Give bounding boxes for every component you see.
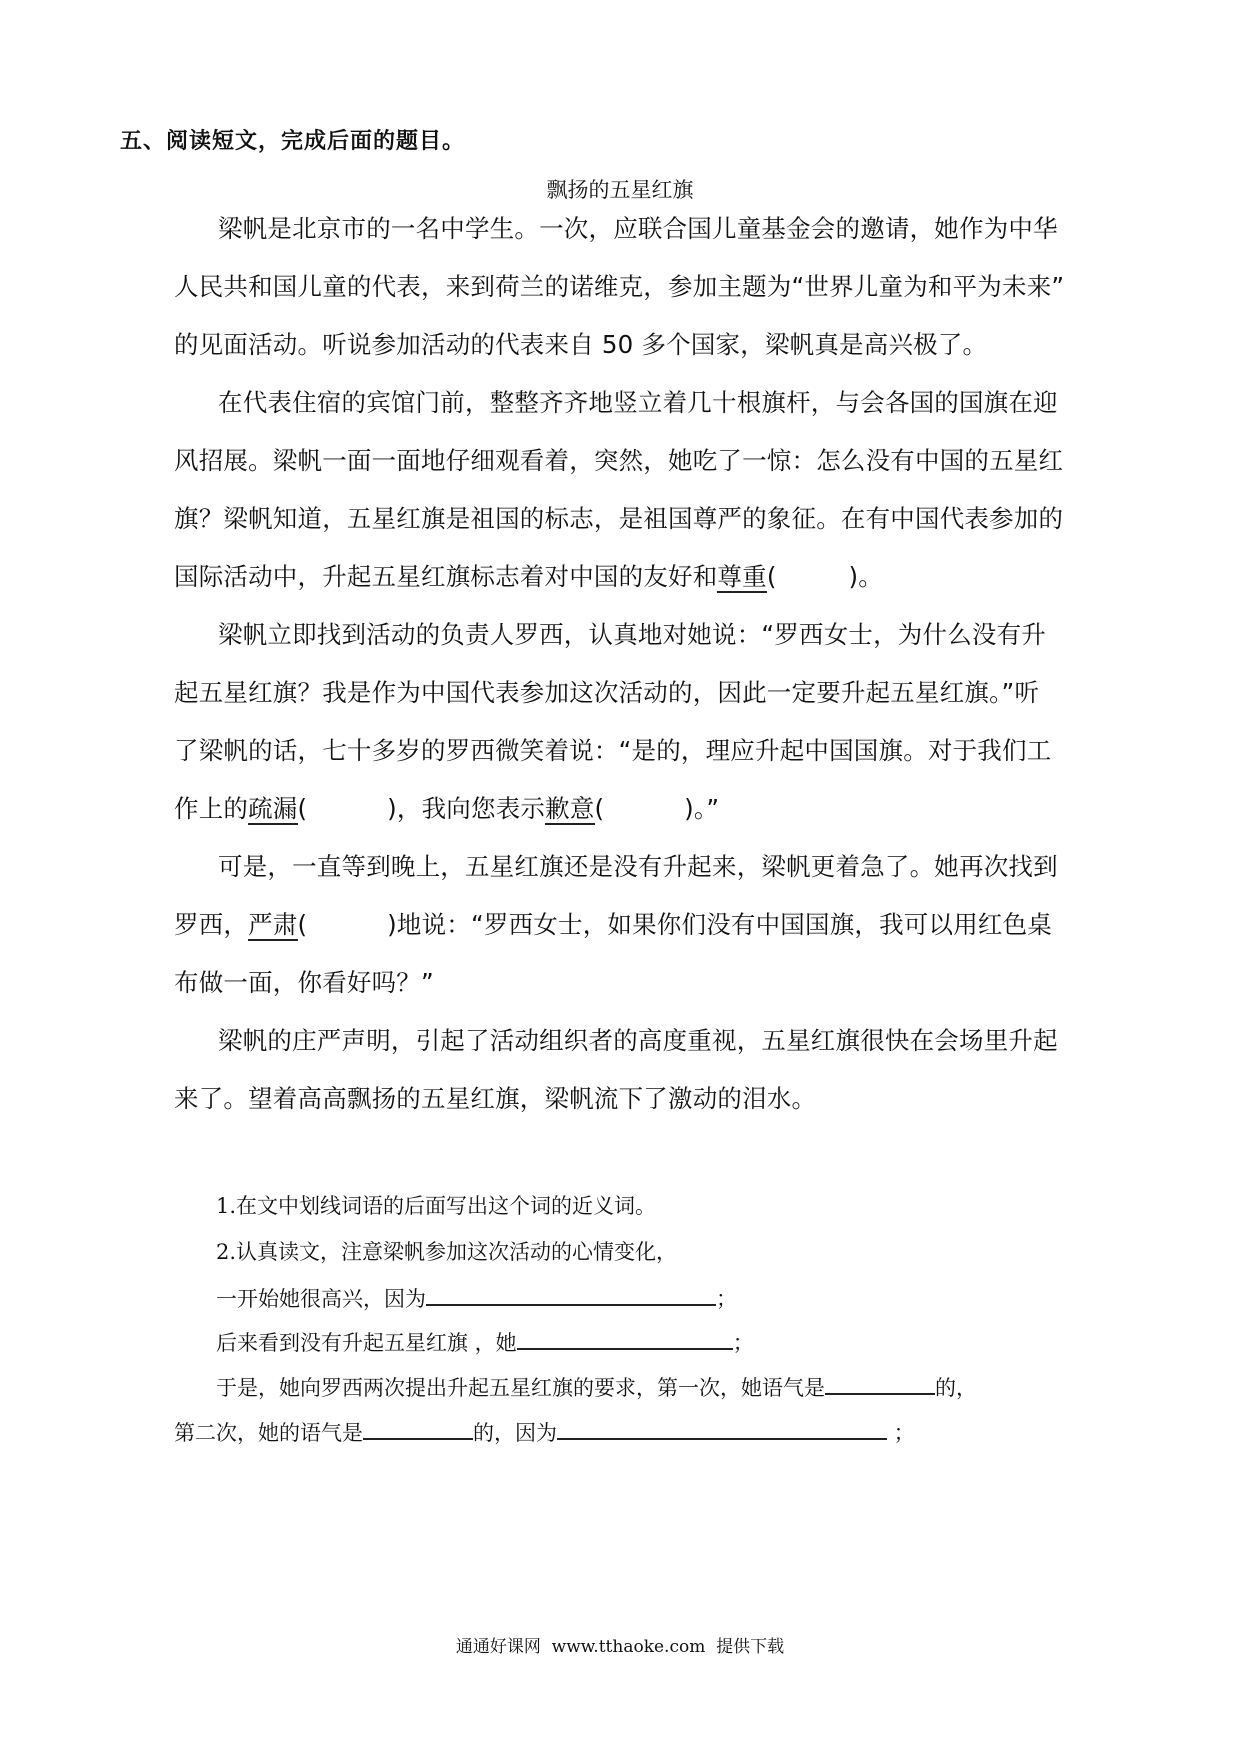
underlined-word: 歉意 [545,794,595,823]
question-2c [216,1371,977,1402]
passage-line: 了梁帆的话，七十多岁的罗西微笑着说：“是的，理应升起中国国旗。对于我们工 [174,736,1052,765]
passage-line: 在代表住宿的宾馆门前，整整齐齐地竖立着几十根旗杆，与会各国的国旗在迎 [218,388,1058,417]
question-2: 2.认真读文，注意梁帆参加这次活动的心情变化， [216,1240,678,1264]
prompt-text: ； [716,1287,737,1311]
synonym-blank[interactable]: ( )。” [594,794,720,823]
prompt-text: ； [732,1331,754,1355]
passage-line: 的见面活动。听说参加活动的代表来自 50 多个国家，梁帆真是高兴极了。 [174,330,988,359]
answer-blank[interactable] [517,1326,733,1350]
passage-line [174,790,1086,825]
passage-line: 梁帆立即找到活动的负责人罗西，认真地对她说：“罗西女士，为什么没有升 [218,620,1046,649]
synonym-blank[interactable]: ( )地说：“罗西女士，如果你们没有中国国旗，我可以用红色桌 [297,910,1053,939]
line-text: 国际活动中，升起五星红旗标志着对中国的友好和 [174,562,718,591]
passage-line: 人民共和国儿童的代表，来到荷兰的诺维克，参加主题为“世界儿童为和平为未来” [174,272,1065,301]
prompt-text: 的， [935,1376,977,1400]
underlined-word: 尊重 [717,562,767,591]
passage-line: 风招展。梁帆一面一面地仔细观看着，突然，她吃了一惊：怎么没有中国的五星红 [174,446,1064,475]
passage-title: 飘扬的五星红旗 [546,178,694,202]
prompt-text: 后来看到没有升起五星红旗 ，她 [216,1331,517,1355]
line-text: 罗西， [174,910,249,939]
question-1: 1.在文中划线词语的后面写出这个词的近义词。 [216,1194,657,1218]
line-text: 作上的 [174,794,249,823]
passage-line [174,558,1086,593]
synonym-blank[interactable]: ( )。 [766,562,883,591]
section-title: 五、阅读短文，完成后面的题目。 [120,129,466,154]
answer-blank[interactable] [825,1371,935,1395]
passage-line [174,906,1086,941]
prompt-text: 第二次，她的语气是 [174,1421,363,1445]
prompt-text: 的，因为 [473,1421,557,1445]
footer-text: 通通好课网 www.tthaoke.com 提供下载 [455,1637,785,1657]
answer-blank[interactable] [363,1416,473,1440]
underlined-word: 严肃 [248,910,298,939]
passage-line: 梁帆的庄严声明，引起了活动组织者的高度重视，五星红旗很快在会场里升起 [218,1026,1058,1055]
prompt-text: ； [887,1421,915,1445]
answer-blank[interactable] [426,1282,716,1306]
prompt-text: 于是，她向罗西两次提出升起五星红旗的要求，第一次，她语气是 [216,1376,825,1400]
underlined-word: 疏漏 [248,794,298,823]
passage-line: 旗？梁帆知道，五星红旗是祖国的标志，是祖国尊严的象征。在有中国代表参加的 [174,504,1064,533]
synonym-blank[interactable]: ( )，我向您表示 [297,794,546,823]
passage-line: 可是，一直等到晚上，五星红旗还是没有升起来，梁帆更着急了。她再次找到 [218,852,1058,881]
answer-blank[interactable] [557,1416,887,1440]
passage-line: 来了。望着高高飘扬的五星红旗，梁帆流下了激动的泪水。 [174,1084,817,1113]
question-2d [174,1416,915,1447]
question-2a [216,1282,737,1313]
passage-line: 梁帆是北京市的一名中学生。一次，应联合国儿童基金会的邀请，她作为中华 [218,214,1058,243]
passage-line: 起五星红旗？我是作为中国代表参加这次活动的，因此一定要升起五星红旗。”听 [174,678,1040,707]
passage-line: 布做一面，你看好吗？” [174,968,434,997]
prompt-text: 一开始她很高兴，因为 [216,1287,426,1311]
question-2b [216,1326,754,1357]
